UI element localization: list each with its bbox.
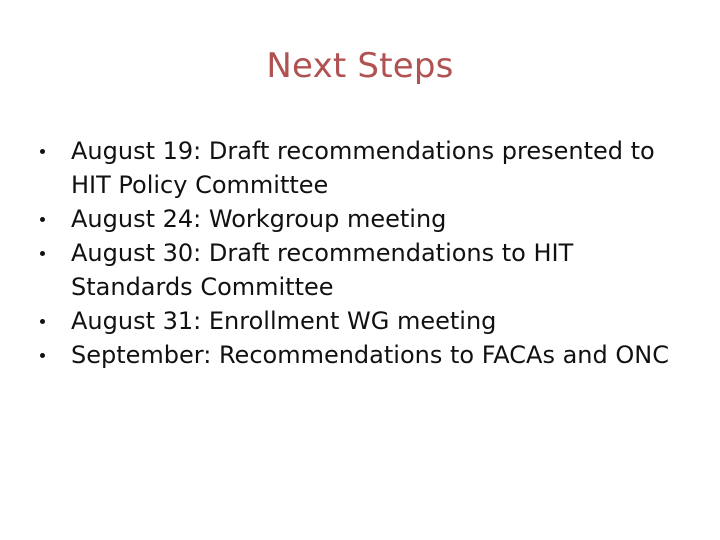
bullet-item <box>36 304 686 338</box>
bullet-item <box>36 134 686 202</box>
slide-title: Next Steps <box>266 46 454 86</box>
bullet-text: August 19: Draft recommendations presented to HIT Policy Committee <box>71 137 655 199</box>
bullet-text: September: Recommendations to FACAs and ONC <box>71 341 669 369</box>
bullet-text: August 31: Enrollment WG meeting <box>71 307 497 335</box>
bullet-dot-icon <box>40 353 45 358</box>
bullet-text: August 30: Draft recommendations to HIT Standards Committee <box>71 239 574 301</box>
bullet-item <box>36 202 686 236</box>
bullet-text: August 24: Workgroup meeting <box>71 205 447 233</box>
bullet-dot-icon <box>40 251 45 256</box>
bullet-item <box>36 236 686 304</box>
bullet-dot-icon <box>40 319 45 324</box>
bullet-dot-icon <box>40 217 45 222</box>
bullet-dot-icon <box>40 149 45 154</box>
bullet-list <box>36 134 686 372</box>
bullet-item <box>36 338 686 372</box>
